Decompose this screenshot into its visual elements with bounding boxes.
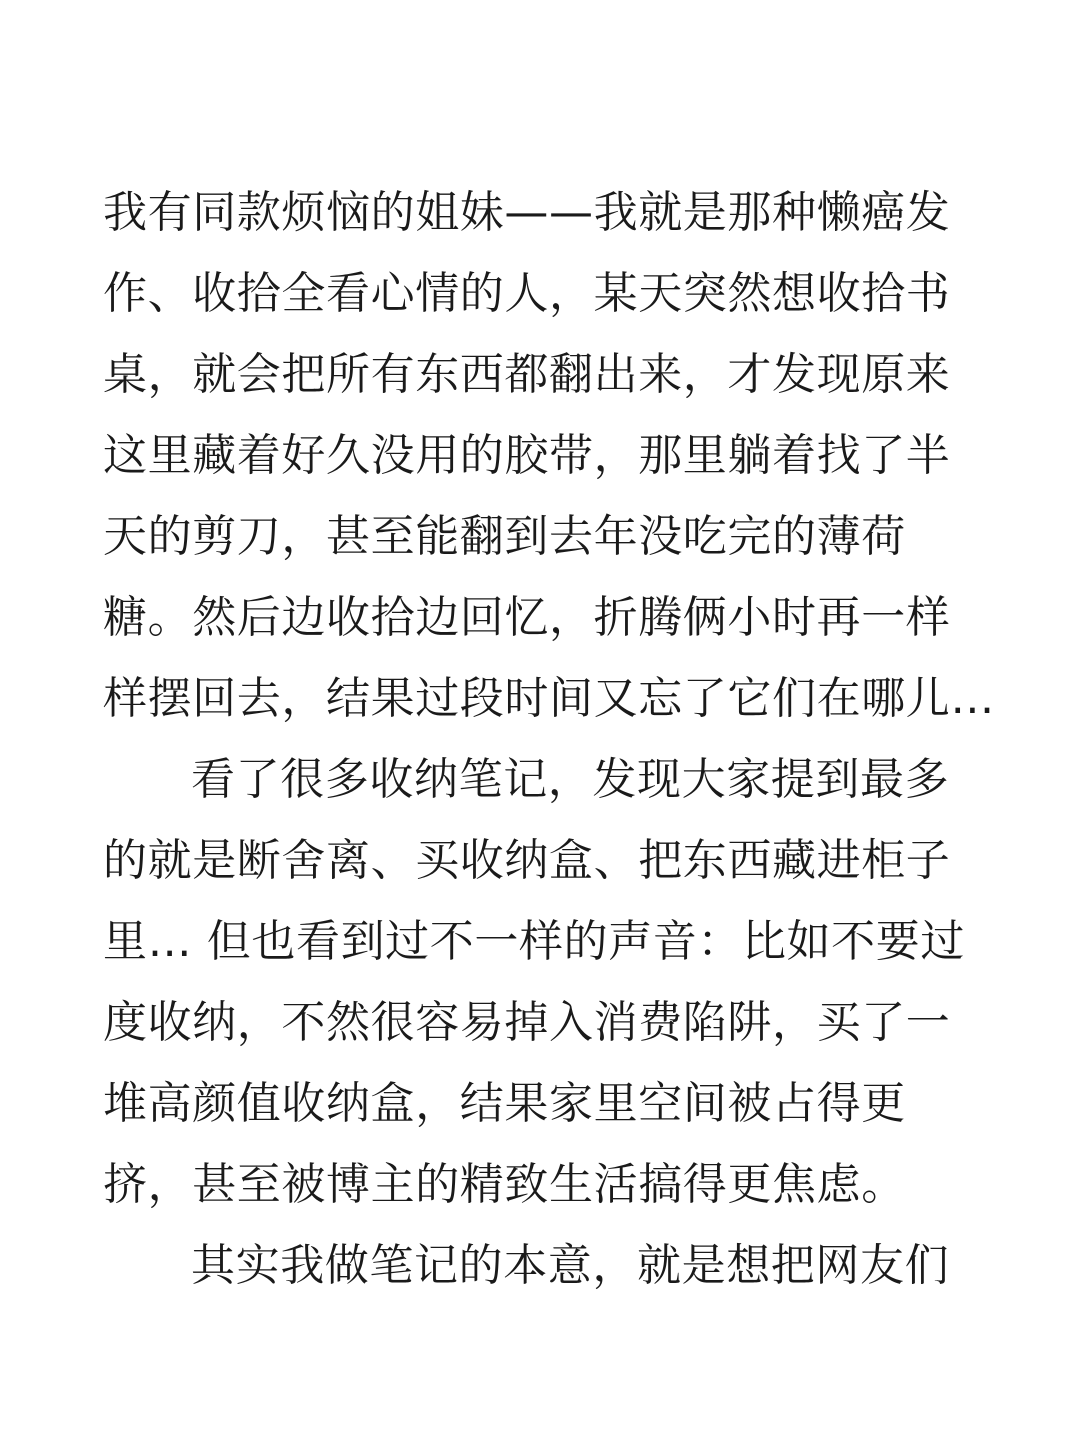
text-line: 看了很多收纳笔记，发现大家提到最多 [191, 754, 950, 805]
note-body [103, 172, 995, 1306]
text-line: 作、收拾全看心情的人，某天突然想收拾书 [103, 268, 951, 319]
text-line: 度收纳，不然很容易掉入消费陷阱，买了一 [103, 997, 951, 1048]
text-line: 其实我做笔记的本意，就是想把网友们 [191, 1240, 950, 1291]
paragraph-1 [103, 172, 995, 739]
text-line: 样摆回去，结果过段时间又忘了它们在哪儿… [103, 673, 995, 724]
text-line: 桌，就会把所有东西都翻出来，才发现原来 [103, 349, 951, 400]
text-line: 里… 但也看到过不一样的声音：比如不要过 [103, 916, 965, 967]
text-line: 的就是断舍离、买收纳盒、把东西藏进柜子 [103, 835, 951, 886]
text-line: 我有同款烦恼的姐妹——我就是那种懒癌发 [103, 187, 951, 238]
text-line: 糖。然后边收拾边回忆，折腾俩小时再一样 [103, 592, 951, 643]
paragraph-2 [103, 739, 983, 1225]
text-line: 这里藏着好久没用的胶带，那里躺着找了半 [103, 430, 951, 481]
text-line: 挤，甚至被博主的精致生活搞得更焦虑。 [103, 1159, 906, 1210]
paragraph-3 [103, 1225, 983, 1306]
text-line: 堆高颜值收纳盒，结果家里空间被占得更 [103, 1078, 906, 1129]
text-line: 天的剪刀，甚至能翻到去年没吃完的薄荷 [103, 511, 906, 562]
